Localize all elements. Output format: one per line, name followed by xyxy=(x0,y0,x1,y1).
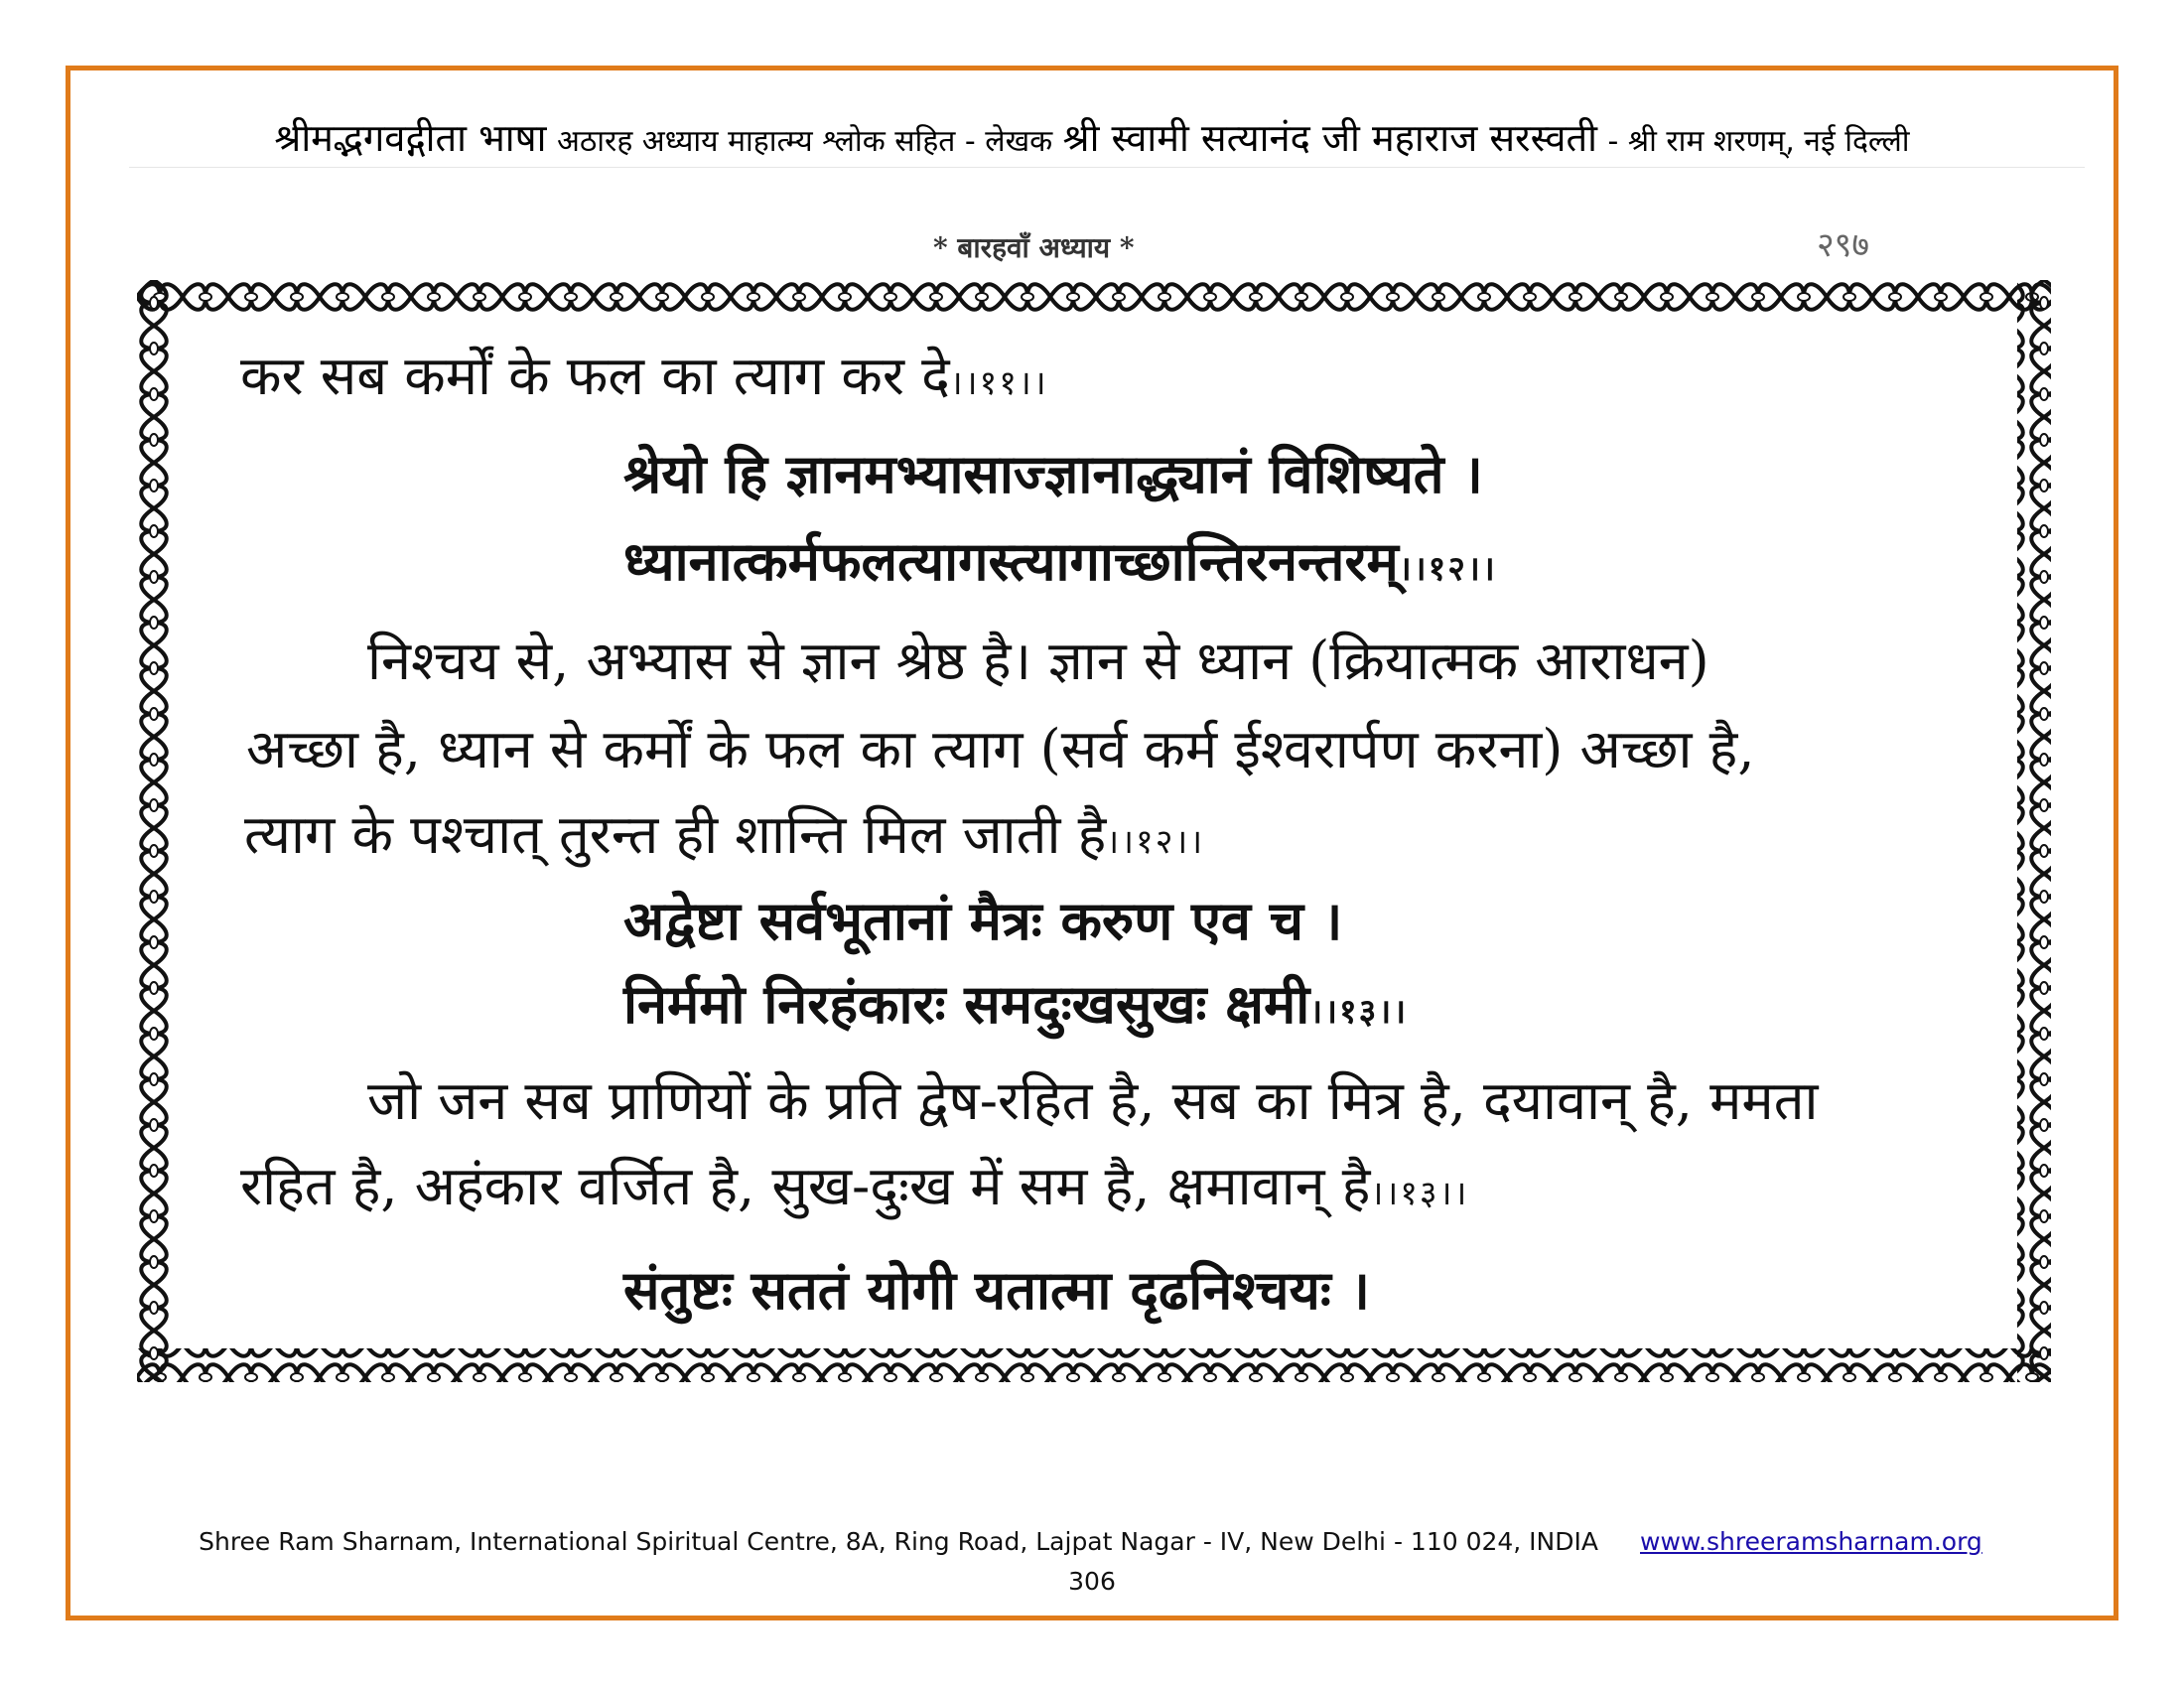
header-title-part3: श्री स्वामी सत्यानंद जी महाराज सरस्वती xyxy=(1062,116,1597,160)
page-number: 306 xyxy=(1068,1567,1116,1596)
header-divider xyxy=(129,167,2085,168)
header-title-part1: श्रीमद्भगवद्गीता भाषा xyxy=(274,116,547,160)
verse-line: ध्यानात्कर्मफलत्यागस्त्यागाच्छान्तिरनन्तरम्।।१२।। xyxy=(623,529,1497,593)
text-line: जो जन सब प्राणियों के प्रति द्वेष-रहित है, सब का मित्र है, दयावान् है, ममता xyxy=(367,1069,1819,1132)
scanned-page-number: २९७ xyxy=(1817,225,1870,265)
chapter-label: * बारहवाँ अध्याय * xyxy=(933,231,1135,264)
website-link[interactable]: www.shreeramsharnam.org xyxy=(1640,1527,1982,1556)
text-line: अच्छा है, ध्यान से कर्मों के फल का त्याग (सर्व कर्म ईश्वरार्पण करना) अच्छा है, xyxy=(246,718,1755,780)
verse-line: अद्वेष्टा सर्वभूतानां मैत्रः करुण एव च । xyxy=(623,889,1343,952)
text-line: रहित है, अहंकार वर्जित है, सुख-दुःख में सम है, क्षमावान् है।।१३।। xyxy=(240,1155,1469,1217)
scanned-page-panel xyxy=(137,280,2051,1382)
footer-address: Shree Ram Sharnam, International Spiritual Centre, 8A, Ring Road, Lajpat Nagar - IV, New Delhi - 110 024, INDIA xyxy=(199,1527,1598,1556)
header-title-part4: - श्री राम शरणम्, नई दिल्ली xyxy=(1607,124,1910,159)
document-header xyxy=(0,111,2184,163)
text-line: त्याग के पश्चात् तुरन्त ही शान्ति मिल जाती है।।१२।। xyxy=(244,803,1205,866)
verse-line: श्रेयो हि ज्ञानमभ्यासाज्ज्ञानाद्ध्यानं विशिष्यते । xyxy=(623,442,1483,505)
text-line: कर सब कर्मों के फल का त्याग कर दे।।११।। xyxy=(240,345,1048,407)
text-line: निश्चय से, अभ्यास से ज्ञान श्रेष्ठ है। ज्ञान से ध्यान (क्रियात्मक आराधन) xyxy=(367,630,1709,692)
verse-line: निर्ममो निरहंकारः समदुःखसुखः क्षमी।।१३।। xyxy=(623,972,1409,1036)
scanned-page-header xyxy=(0,225,2184,268)
scanned-text-body xyxy=(137,280,2051,1382)
header-title-part2: अठारह अध्याय माहात्म्य श्लोक सहित - लेखक xyxy=(556,124,1053,159)
verse-line: संतुष्टः सततं योगी यतात्मा दृढनिश्चयः । xyxy=(623,1258,1370,1322)
